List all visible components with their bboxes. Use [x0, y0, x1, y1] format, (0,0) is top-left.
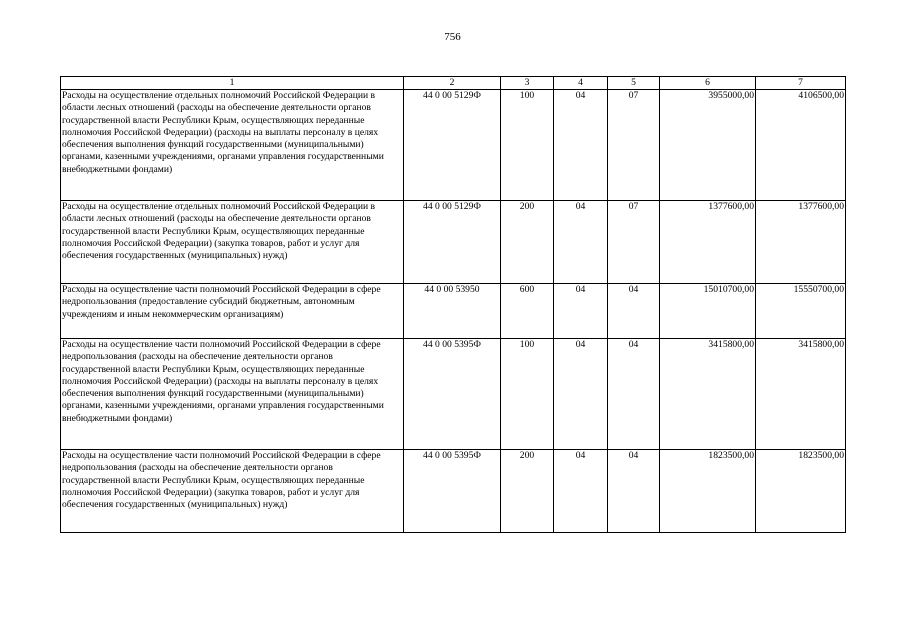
row-amount-col7: 3415800,00: [756, 339, 846, 450]
row-section: 04: [554, 339, 608, 450]
row-subsection: 04: [608, 450, 660, 533]
row-target-code: 44 0 00 53950: [404, 284, 501, 339]
column-header: 3: [501, 77, 554, 90]
column-header: 7: [756, 77, 846, 90]
row-target-code: 44 0 00 5395Ф: [404, 450, 501, 533]
column-header: 1: [61, 77, 404, 90]
row-amount-col7: 1823500,00: [756, 450, 846, 533]
row-amount-col6: 15010700,00: [660, 284, 756, 339]
row-expense-type: 600: [501, 284, 554, 339]
row-expense-type: 200: [501, 450, 554, 533]
column-header: 6: [660, 77, 756, 90]
row-description: Расходы на осуществление части полномочий Российской Федерации в сфере недропользования (расходы на обеспечение деятельности органов государственной власти Республики Крым, осуществляющих переданные полномочия Российской Федерации) (закупка товаров, работ и услуг для обеспечения государственных (муниципальных) нужд): [61, 450, 404, 533]
row-subsection: 07: [608, 90, 660, 201]
row-section: 04: [554, 90, 608, 201]
row-amount-col6: 3955000,00: [660, 90, 756, 201]
column-header: 5: [608, 77, 660, 90]
table-row: [61, 201, 846, 284]
row-description: Расходы на осуществление отдельных полномочий Российской Федерации в области лесных отношений (расходы на обеспечение деятельности органов государственной власти Республики Крым, осуществляющих переданные полномочия Российской Федерации) (закупка товаров, работ и услуг для обеспечения государственных (муниципальных) нужд): [61, 201, 404, 284]
row-subsection: 04: [608, 339, 660, 450]
row-amount-col7: 4106500,00: [756, 90, 846, 201]
budget-table: [60, 76, 846, 533]
row-target-code: 44 0 00 5129Ф: [404, 90, 501, 201]
table-header-row: [61, 77, 846, 90]
row-section: 04: [554, 284, 608, 339]
column-header: 4: [554, 77, 608, 90]
page-number: 756: [444, 31, 461, 43]
row-amount-col6: 1823500,00: [660, 450, 756, 533]
row-amount-col7: 15550700,00: [756, 284, 846, 339]
table-row: [61, 90, 846, 201]
column-header: 2: [404, 77, 501, 90]
row-description: Расходы на осуществление отдельных полномочий Российской Федерации в области лесных отношений (расходы на обеспечение деятельности органов государственной власти Республики Крым, осуществляющих переданные полномочия Российской Федерации) (расходы на выплаты персоналу в целях обеспечения выполнения функций государственными (муниципальными) органами, казенными учреждениями, органами управления государственными внебюджетными фондами): [61, 90, 404, 201]
row-description: Расходы на осуществление части полномочий Российской Федерации в сфере недропользования (расходы на обеспечение деятельности органов государственной власти Республики Крым, осуществляющих переданные полномочия Российской Федерации) (расходы на выплаты персоналу в целях обеспечения выполнения функций государственными (муниципальными) органами, казенными учреждениями, органами управления государственными внебюджетными фондами): [61, 339, 404, 450]
row-target-code: 44 0 00 5395Ф: [404, 339, 501, 450]
row-expense-type: 100: [501, 90, 554, 201]
row-section: 04: [554, 201, 608, 284]
row-expense-type: 100: [501, 339, 554, 450]
table-row: [61, 339, 846, 450]
row-description: Расходы на осуществление части полномочий Российской Федерации в сфере недропользования (предоставление субсидий бюджетным, автономным учреждениям и иным некоммерческим организациям): [61, 284, 404, 339]
row-amount-col6: 1377600,00: [660, 201, 756, 284]
row-subsection: 07: [608, 201, 660, 284]
row-target-code: 44 0 00 5129Ф: [404, 201, 501, 284]
row-amount-col7: 1377600,00: [756, 201, 846, 284]
table-row: [61, 450, 846, 533]
row-section: 04: [554, 450, 608, 533]
row-subsection: 04: [608, 284, 660, 339]
table-row: [61, 284, 846, 339]
row-amount-col6: 3415800,00: [660, 339, 756, 450]
row-expense-type: 200: [501, 201, 554, 284]
